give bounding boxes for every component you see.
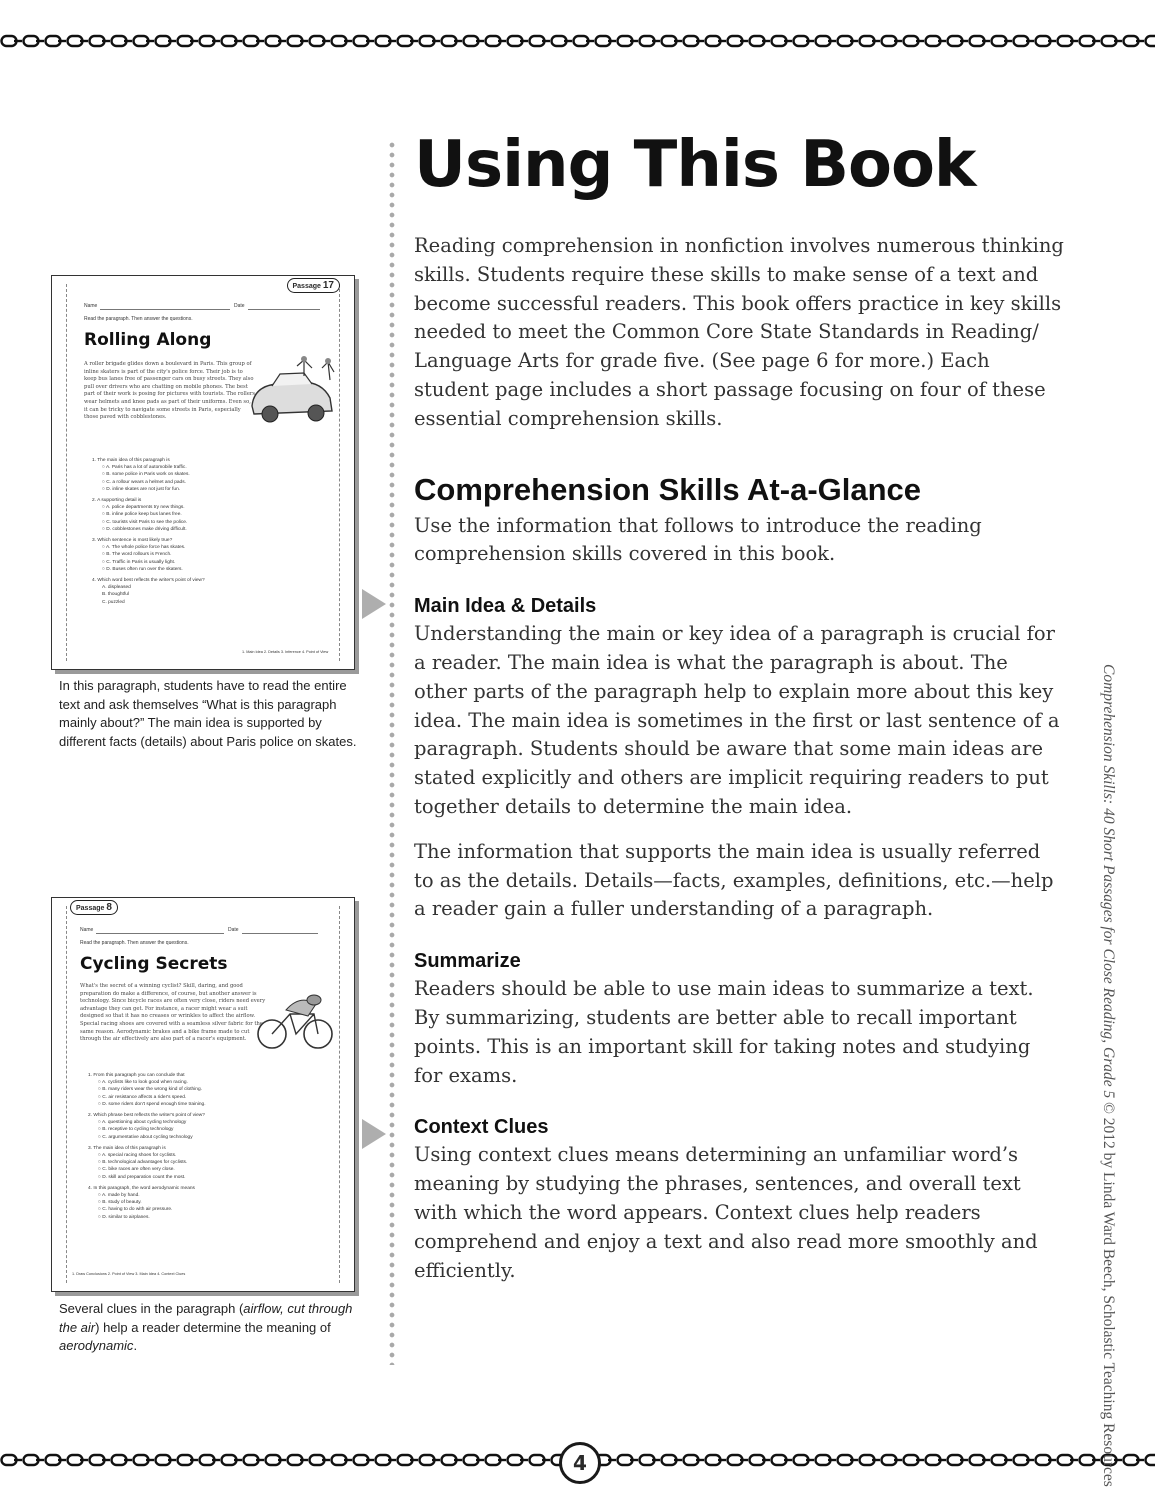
section-heading: Comprehension Skills At-a-Glance (414, 471, 922, 507)
sidenote-copyright: © 2012 by Linda Ward Beech, Scholastic Teaching Resources (1100, 1098, 1117, 1487)
passage-text: What's the secret of a winning cyclist? Skill, daring, and good preparation do make a difference, of course, but another answer is technology. Since bicycle races are often very close, riders need every advantage they can get. For instance, a racer might wear a suit designed so that it has no creases or wrinkles to affect the airflow. Special racing shoes are covered with a seamless silver fabric for the same reason. Aerodynamic brakes and a bike frame made to cut through the air effectively are also part of a racer's equipment. (80, 983, 266, 1043)
section-intro: Use the information that follows to introduce the reading comprehension skills covered in this book. (414, 513, 982, 566)
passage-badge: Passage 8 (70, 900, 118, 915)
copyright-sidenote (1073, 664, 1133, 1487)
date-label: Date (228, 927, 239, 933)
police-car-illustration (242, 356, 342, 431)
main-content (414, 232, 1064, 1285)
caption-rolling-along: In this paragraph, students have to read the entire text and ask themselves “What is this paragraph mainly about?” The main idea is supported by different facts (details) about Paris police on skates. (59, 678, 357, 749)
sample-page-cycling-secrets (51, 897, 355, 1292)
chain-border-top (0, 34, 1155, 48)
questions: 1. The main idea of this paragraph is ○ A. Paris has a lot of automobile traffic. ○ B. some police in Paris work on skates. ○ C. a rollour wears a helmet and pads. ○ D. inline skates are not just for fun. 2. A supporting detail is ○ A. police departments try new things. ○ B. inline police keep bus lanes free. ○ C. tourists visit Paris to see the police. ○ D. cobblestones make driving difficult. 3. Which sentence is most likely true? ○ A. The whole police force has skates. ○ B. The word rollours is French. ○ C. Traffic in Paris is usually light. ○ D. Buses often run over the skaters. 4. Which word best reflects the writer's point of view? A. displeased B. thoughtful C. puzzled (92, 457, 205, 606)
name-label: Name (80, 927, 94, 933)
dotted-divider (389, 140, 395, 1365)
questions: 1. From this paragraph you can conclude that ○ A. cyclists like to look good when racing. ○ B. many riders wear the wrong kind of clothing. ○ C. air resistance affects a rider's speed. ○ D. some riders don't spend enough time training. 2. Which phrase best reflects the writer's point of view? ○ A. questioning about cycling technology ○ B. receptive to cycling technology ○ C. argumentative about cycling technology 3. The main idea of this paragraph is ○ A. special racing shoes for cyclists. ○ B. technological advantages for cyclists. ○ C. bike races are often very close. ○ D. skill and preparation count the most. 4. In this paragraph, the word aerodynamic means ○ A. made by hand. ○ B. study of beauty. ○ C. having to do with air pressure. ○ D. similar to airplanes. (88, 1072, 206, 1221)
passage-text: A roller brigade glides down a boulevard in Paris. This group of inline skaters is part of the city's police force. Their job is to keep bus lanes free of passenger cars on busy streets. They also pull over drivers who are chatting on mobile phones. The best part of their work is posing for pictures with tourists. The rollers wear helmets and knee pads as part of their uniforms. Even so, it can be tricky to navigate some streets in Paris, especially those paved with cobblestones. (84, 361, 256, 421)
intro-paragraph: Reading comprehension in nonfiction involves numerous thinking skills. Students require these skills to make sense of a text and become successful readers. This book offers practice in key skills needed to meet the Common Core State Standards in Reading/ Language Arts for grade five. (See page 6 for more.) Each student page includes a short passage focusing on four of these essential comprehension skills. (414, 234, 1064, 430)
main-idea-heading: Main Idea & Details (414, 595, 597, 618)
main-idea-paragraph: Understanding the main or key idea of a paragraph is crucial for a reader. The main idea is what the paragraph is about. The other parts of the paragraph help to explain more about this key idea. The main idea is sometimes in the first or last sentence of a paragraph. Students should be aware that some main ideas are stated explicitly and others are implicit requiring readers to put together details to determine the main idea. (414, 622, 1060, 818)
passage-badge: Passage 17 (287, 278, 341, 293)
name-label: Name (84, 303, 98, 309)
date-label: Date (234, 303, 245, 309)
page-title: Using This Book (414, 128, 976, 202)
passage-title: Cycling Secrets (80, 954, 228, 974)
skills-footer: 1. Draw Conclusions 2. Point of View 3. Main Idea 4. Context Clues (72, 1272, 186, 1276)
instructions: Read the paragraph. Then answer the questions. (80, 940, 189, 946)
passage-title: Rolling Along (84, 330, 212, 350)
sample-page-rolling-along (51, 275, 355, 670)
details-paragraph: The information that supports the main idea is usually referred to as the details. Details—facts, examples, definitions, etc.—help a reader gain a fuller understanding of a paragraph. (414, 839, 1054, 921)
pointer-arrow-icon (362, 1119, 386, 1149)
context-clues-heading: Context Clues (414, 1116, 549, 1139)
context-clues-paragraph: Using context clues means determining an unfamiliar word’s meaning by studying the phrases, sentences, and overall text with which the word appears. Context clues help readers comprehend and enjoy a text and also read more smoothly and efficiently. (414, 1143, 1038, 1282)
summarize-heading: Summarize (414, 950, 521, 973)
sidenote-book-title: Comprehension Skills: 40 Short Passages for Close Reading, Grade 5 (1100, 664, 1117, 1099)
caption-cycling-secrets: Several clues in the paragraph (airflow, cut through the air) help a reader determine the meaning of aerodynamic. (59, 1301, 353, 1353)
cyclist-illustration (256, 990, 336, 1052)
pointer-arrow-icon (362, 589, 386, 619)
skills-footer: 1. Main Idea 2. Details 3. Inference 4. Point of View (242, 650, 329, 654)
page-number: 4 (559, 1442, 601, 1484)
instructions: Read the paragraph. Then answer the questions. (84, 316, 193, 322)
summarize-paragraph: Readers should be able to use main ideas to summarize a text. By summarizing, students are better able to recall important points. This is an important skill for taking notes and studying for exams. (414, 977, 1034, 1087)
